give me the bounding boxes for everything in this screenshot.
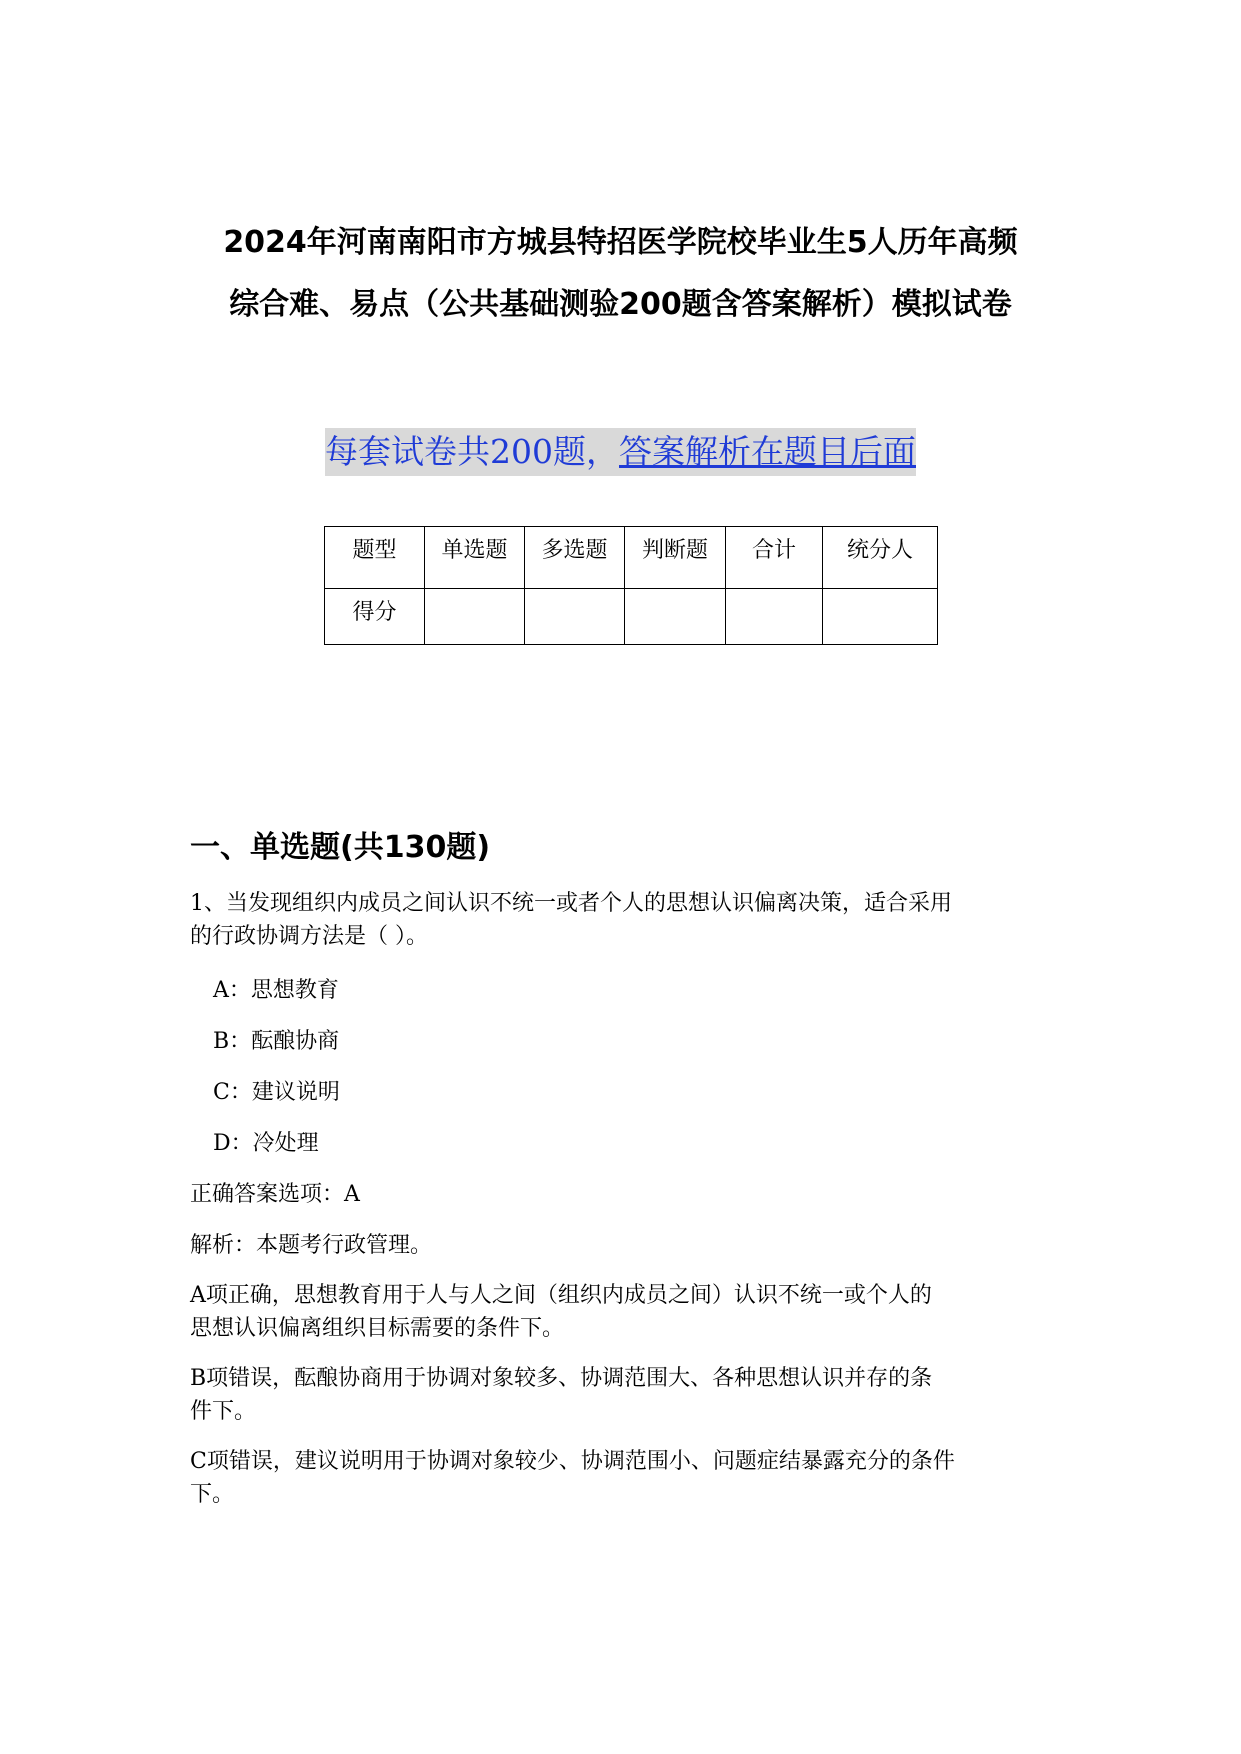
- explanation-line: 思想认识偏离组织目标需要的条件下。: [190, 1316, 565, 1341]
- question-line: 1、当发现组织内成员之间认识不统一或者个人的思想认识偏离决策，适合采用: [190, 891, 952, 916]
- score-table-header-row: [325, 527, 938, 589]
- section-title: 一、单选题(共130题): [190, 830, 491, 865]
- banner-text: 每套试卷共200题，: [325, 432, 619, 471]
- info-banner: [0, 428, 1241, 476]
- score-table: [324, 526, 938, 645]
- table-header-cell: 判断题: [625, 527, 726, 589]
- document-title: [180, 212, 1061, 336]
- score-cell[interactable]: [823, 589, 938, 645]
- option-c: C：建议说明: [213, 1080, 340, 1105]
- table-header-cell: 题型: [325, 527, 425, 589]
- score-cell[interactable]: [625, 589, 726, 645]
- explanation-b: [190, 1362, 1070, 1428]
- explanation-c: [190, 1445, 1070, 1511]
- row-label-cell: 得分: [325, 589, 425, 645]
- explanation-line: A项正确，思想教育用于人与人之间（组织内成员之间）认识不统一或个人的: [190, 1283, 932, 1308]
- explanation-a: [190, 1279, 1070, 1345]
- title-line-1: 2024年河南南阳市方城县特招医学院校毕业生5人历年高频: [223, 225, 1018, 260]
- correct-answer: 正确答案选项：A: [190, 1182, 360, 1207]
- explanation-line: C项错误，建议说明用于协调对象较少、协调范围小、问题症结暴露充分的条件: [190, 1449, 955, 1474]
- score-cell[interactable]: [726, 589, 823, 645]
- score-cell[interactable]: [425, 589, 525, 645]
- explanation-line: 下。: [190, 1482, 235, 1507]
- table-header-cell: 单选题: [425, 527, 525, 589]
- score-cell[interactable]: [525, 589, 625, 645]
- question-stem: [190, 887, 1070, 953]
- question-line: 的行政协调方法是（ ）。: [190, 924, 428, 949]
- analysis-heading: 解析：本题考行政管理。: [190, 1233, 433, 1258]
- title-line-2: 综合难、易点（公共基础测验200题含答案解析）模拟试卷: [229, 287, 1012, 322]
- score-table-score-row: [325, 589, 938, 645]
- explanation-line: 件下。: [190, 1399, 257, 1424]
- option-a: A：思想教育: [213, 978, 339, 1003]
- table-header-cell: 多选题: [525, 527, 625, 589]
- banner-link[interactable]: 答案解析在题目后面: [619, 432, 916, 471]
- table-header-cell: 统分人: [823, 527, 938, 589]
- table-header-cell: 合计: [726, 527, 823, 589]
- option-d: D：冷处理: [213, 1131, 319, 1156]
- explanation-line: B项错误，酝酿协商用于协调对象较多、协调范围大、各种思想认识并存的条: [190, 1366, 933, 1391]
- option-b: B：酝酿协商: [213, 1029, 340, 1054]
